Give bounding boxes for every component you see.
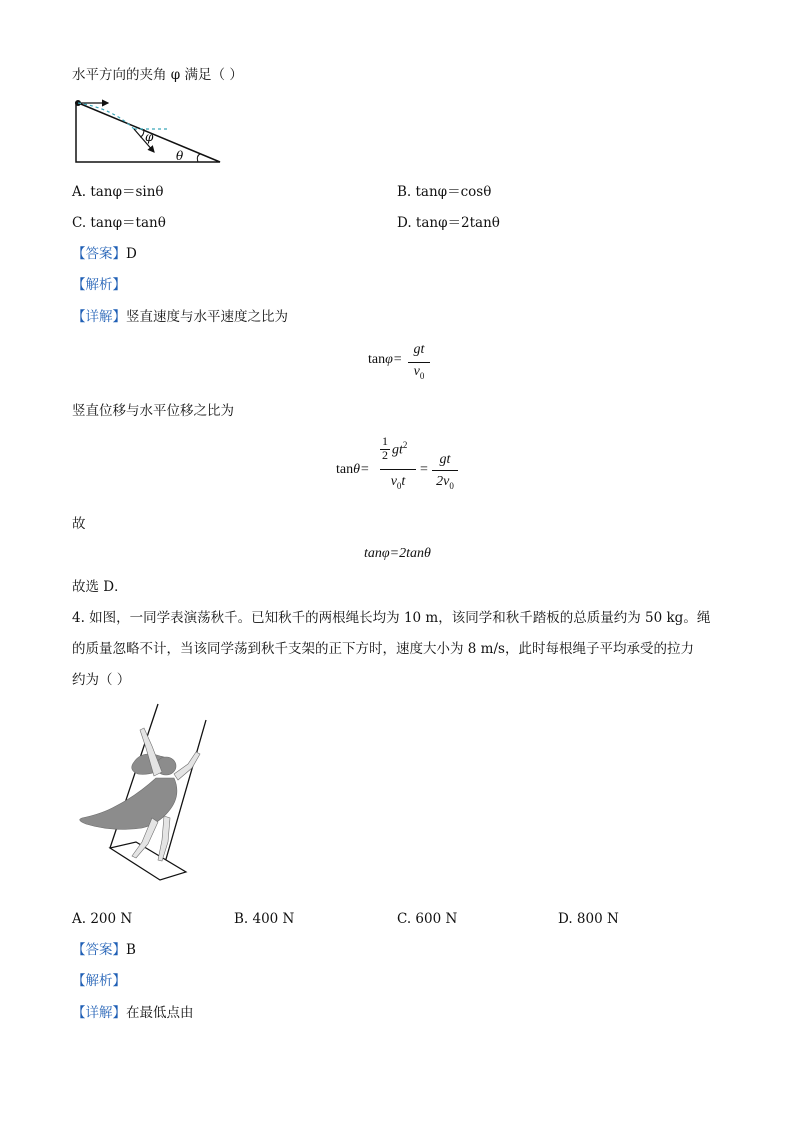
eq1-denominator: v (413, 364, 420, 379)
eq2-den2-sub: 0 (449, 480, 454, 491)
q3-option-b: B. tanφ＝cosθ (397, 184, 492, 200)
q3-intro: 水平方向的夹角 φ 满足（ ） (72, 67, 243, 83)
text-displacement-ratio: 竖直位移与水平位移之比为 (72, 403, 234, 419)
theta-label: θ (176, 149, 184, 163)
q3-detail (72, 308, 288, 326)
eq2-gt: gt (392, 442, 403, 458)
eq2-den-sub: 0 (396, 480, 402, 491)
q4-answer (72, 941, 136, 959)
detail-label: 【详解】 (72, 1005, 126, 1021)
q3-analysis-label: 【解析】 (72, 277, 126, 293)
answer-value: D (126, 246, 137, 262)
q4-analysis-label: 【解析】 (72, 973, 126, 989)
eq2-den2: 2v (436, 474, 450, 489)
eq2-equals: = (420, 462, 428, 477)
equation-tan-phi (368, 342, 438, 386)
swing-seat (110, 842, 186, 880)
eq2-exp: 2 (402, 440, 408, 450)
eq1-tan: tan (368, 352, 386, 367)
incline-figure (72, 96, 224, 168)
q4-line1: 4. 如图，一同学表演荡秋千。已知秋千的两根绳长均为 10 m，该同学和秋千踏板的总质量约为 50 kg。绳 (72, 610, 711, 626)
q4-line3: 约为（ ） (72, 672, 131, 688)
q4-option-d: D. 800 N (558, 911, 619, 927)
detail-label: 【详解】 (72, 309, 126, 325)
answer-label: 【答案】 (72, 942, 126, 958)
equation-tan-theta (336, 434, 466, 504)
q4-detail (72, 1004, 194, 1022)
detail-text: 竖直速度与水平速度之比为 (126, 309, 288, 325)
eq2-den-v: v (390, 474, 397, 489)
answer-value: B (126, 942, 136, 958)
eq2-theta: θ= (353, 462, 370, 477)
q3-option-a: A. tanφ＝sinθ (72, 184, 164, 200)
eq2-half-den: 2 (382, 448, 388, 462)
girl-silhouette (80, 728, 200, 861)
equation-result: tanφ=2tanθ (364, 546, 431, 561)
q3-answer (72, 245, 137, 263)
q3-option-d: D. tanφ＝2tanθ (397, 215, 500, 231)
detail-text: 在最低点由 (126, 1005, 194, 1021)
eq2-den-t: t (401, 474, 406, 489)
swing-figure (72, 700, 220, 890)
answer-label: 【答案】 (72, 246, 126, 262)
eq1-numerator: gt (413, 342, 425, 357)
text-therefore: 故 (72, 516, 86, 532)
q3-option-c: C. tanφ＝tanθ (72, 215, 166, 231)
eq2-num2: gt (439, 452, 451, 467)
eq2-tan: tan (336, 462, 354, 477)
q4-option-b: B. 400 N (234, 911, 295, 927)
q4-option-a: A. 200 N (72, 911, 133, 927)
eq1-den-sub: 0 (419, 370, 425, 381)
q3-conclusion: 故选 D． (72, 579, 128, 595)
eq2-half-num: 1 (382, 434, 388, 448)
phi-label: φ (145, 130, 154, 144)
q4-option-c: C. 600 N (397, 911, 458, 927)
theta-arc (197, 154, 200, 162)
q4-line2: 的质量忽略不计，当该同学荡到秋千支架的正下方时，速度大小为 8 m/s，此时每根绳子平均承受的拉力 (72, 641, 694, 657)
eq1-phi: φ= (385, 352, 403, 367)
